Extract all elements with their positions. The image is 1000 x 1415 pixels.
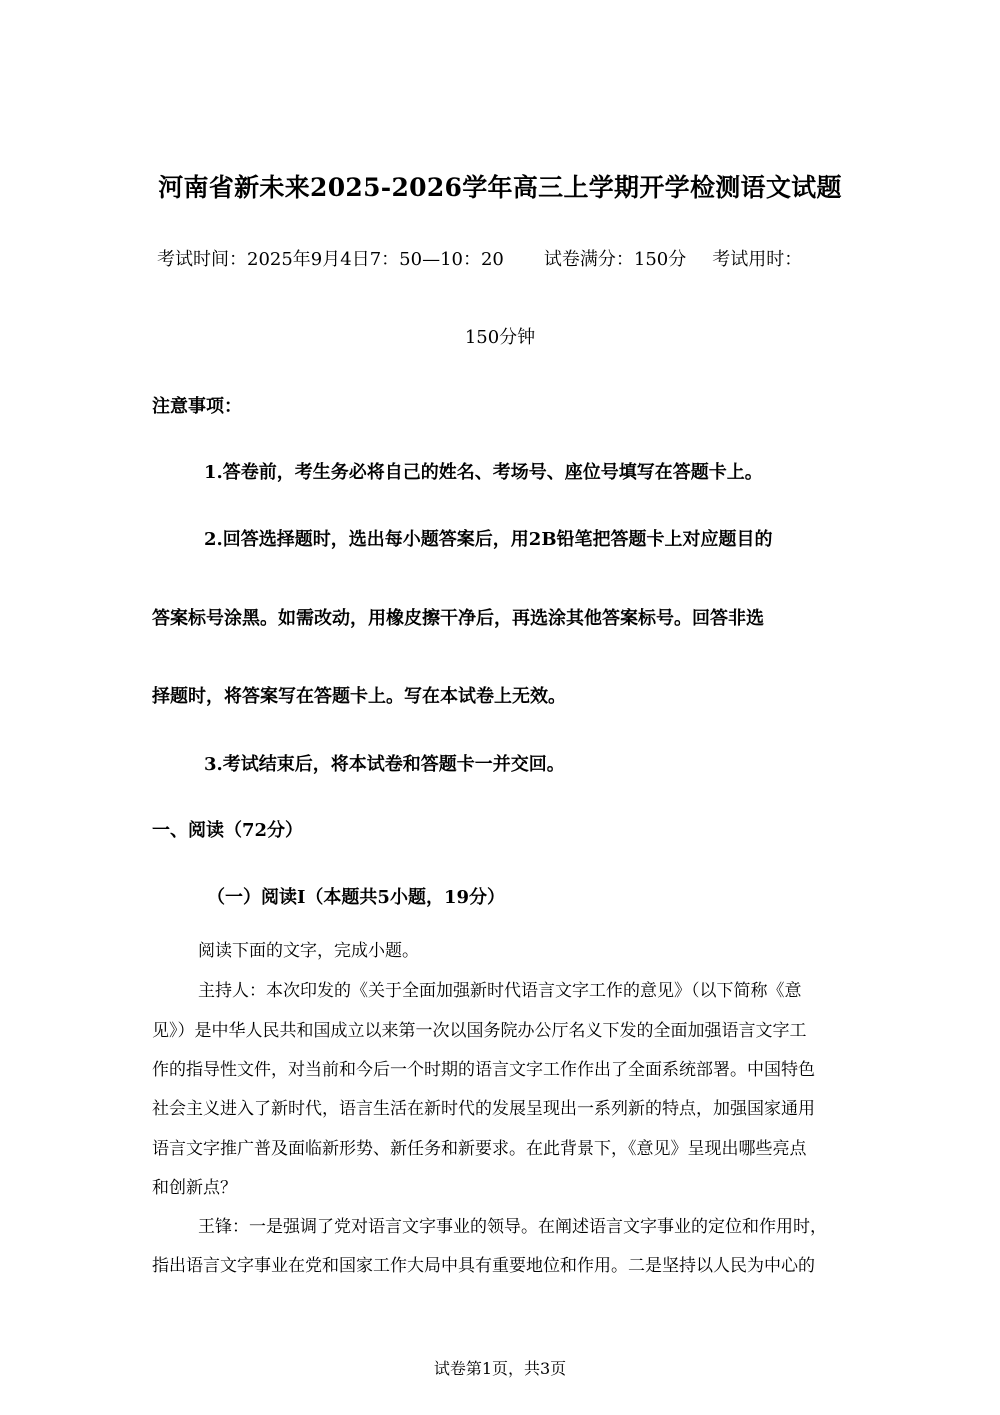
paragraph-line: 社会主义进入了新时代，语言生活在新时代的发展呈现出一系列新的特点，加强国家通用 <box>152 1099 815 1119</box>
paragraph-line: 王锋：一是强调了党对语言文字事业的领导。在阐述语言文字事业的定位和作用时， <box>198 1217 827 1237</box>
paragraph-line: 主持人：本次印发的《关于全面加强新时代语言文字工作的意见》（以下简称《意 <box>198 981 802 1001</box>
paragraph-line: 作的指导性文件，对当前和今后一个时期的语言文字工作作出了全面系统部署。中国特色 <box>152 1060 815 1080</box>
paragraph-line: 语言文字推广普及面临新形势、新任务和新要求。在此背景下，《意见》呈现出哪些亮点 <box>152 1139 807 1159</box>
note-item-3: 3.考试结束后，将本试卷和答题卡一并交回。 <box>204 754 565 775</box>
exam-info-line <box>157 245 857 271</box>
reading-instruction: 阅读下面的文字，完成小题。 <box>198 941 419 961</box>
paragraph-line: 和创新点？ <box>152 1178 237 1198</box>
note-item-1: 1.答卷前，考生务必将自己的姓名、考场号、座位号填写在答题卡上。 <box>204 462 763 483</box>
notes-heading: 注意事项： <box>152 396 242 417</box>
page-footer: 试卷第1页，共3页 <box>433 1359 567 1378</box>
full-score: 试卷满分：150分 <box>543 249 687 270</box>
duration-value: 150分钟 <box>464 327 536 348</box>
note-item-2-line-2: 答案标号涂黑。如需改动，用橡皮擦干净后，再选涂其他答案标号。回答非选 <box>152 608 764 629</box>
document-title: 河南省新未来2025-2026学年高三上学期开学检测语文试题 <box>158 173 842 202</box>
paragraph-line: 见》）是中华人民共和国成立以来第一次以国务院办公厅名义下发的全面加强语言文字工 <box>152 1021 807 1041</box>
exam-time: 考试时间：2025年9月4日7：50—10：20 <box>157 249 504 270</box>
note-item-2-line-3: 择题时，将答案写在答题卡上。写在本试卷上无效。 <box>152 686 566 707</box>
duration-label: 考试用时： <box>712 249 803 270</box>
paragraph-line: 指出语言文字事业在党和国家工作大局中具有重要地位和作用。二是坚持以人民为中心的 <box>152 1256 815 1276</box>
section-heading: 一、阅读（72分） <box>152 820 304 841</box>
sub-section-heading: （一）阅读Ⅰ（本题共5小题，19分） <box>207 887 505 908</box>
note-item-2-line-1: 2.回答选择题时，选出每小题答案后，用2B铅笔把答题卡上对应题目的 <box>204 529 773 550</box>
